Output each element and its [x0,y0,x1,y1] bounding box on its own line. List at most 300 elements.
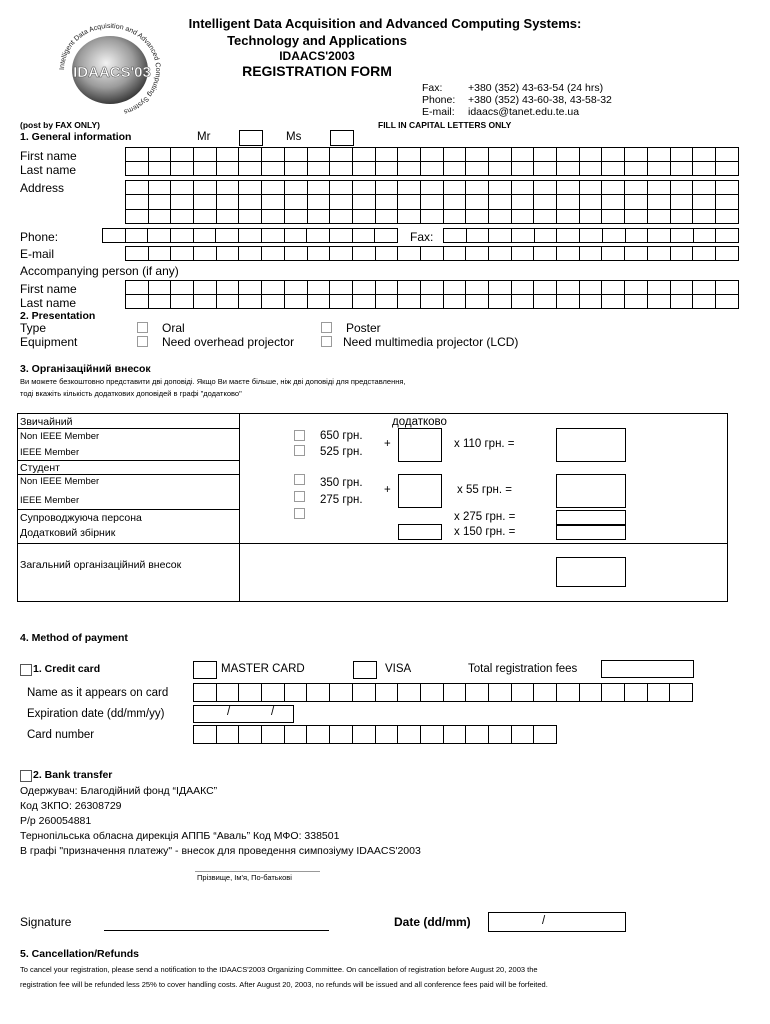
letter-cell[interactable] [239,726,262,744]
letter-cell[interactable] [512,295,535,309]
letter-cell[interactable] [466,726,489,744]
letter-cell[interactable] [126,181,149,195]
letter-cell[interactable] [285,281,308,295]
letter-cell[interactable] [421,148,444,162]
letter-cell[interactable] [308,148,331,162]
date-box[interactable] [488,912,626,932]
letter-cell[interactable] [194,210,217,224]
letter-cell[interactable] [421,295,444,309]
letter-cell[interactable] [126,148,149,162]
letter-cell[interactable] [716,181,739,195]
letter-cell[interactable] [693,281,716,295]
letter-cell[interactable] [626,229,649,243]
letter-cell[interactable] [466,181,489,195]
letter-cell[interactable] [217,295,240,309]
letter-cell[interactable] [262,148,285,162]
letter-cell[interactable] [602,195,625,209]
letter-cell[interactable] [285,726,308,744]
letter-cell[interactable] [625,195,648,209]
letter-cell[interactable] [353,726,376,744]
letter-cell[interactable] [694,229,717,243]
letter-cell[interactable] [648,229,671,243]
letter-cell[interactable] [262,162,285,176]
letter-cell[interactable] [602,295,625,309]
letter-cell[interactable] [262,247,285,261]
letter-cell[interactable] [716,247,739,261]
letter-cell[interactable] [625,684,648,702]
letter-cell[interactable] [262,210,285,224]
letter-cell[interactable] [534,295,557,309]
extra-proceedings-qty-box[interactable] [398,524,442,540]
letter-cell[interactable] [512,229,535,243]
letter-cell[interactable] [217,181,240,195]
letter-cell[interactable] [330,210,353,224]
letter-cell[interactable] [262,195,285,209]
letter-cell[interactable] [126,162,149,176]
letter-cell[interactable] [444,247,467,261]
letter-cell[interactable] [421,281,444,295]
letter-cell[interactable] [602,148,625,162]
fee-525-checkbox[interactable] [294,445,305,456]
letter-cell[interactable] [239,210,262,224]
letter-cell[interactable] [534,726,557,744]
letter-cell[interactable] [330,195,353,209]
letter-cell[interactable] [534,195,557,209]
letter-cell[interactable] [444,195,467,209]
letter-cell[interactable] [534,247,557,261]
letter-cell[interactable] [194,281,217,295]
letter-cell[interactable] [376,181,399,195]
letter-cell[interactable] [716,195,739,209]
letter-cell[interactable] [421,247,444,261]
letter-cell[interactable] [625,295,648,309]
letter-cell[interactable] [376,247,399,261]
letter-cell[interactable] [285,210,308,224]
letter-cell[interactable] [421,181,444,195]
letter-cell[interactable] [421,684,444,702]
letter-cell[interactable] [557,195,580,209]
letter-cell[interactable] [398,684,421,702]
letter-cell[interactable] [217,684,240,702]
letter-cell[interactable] [398,195,421,209]
letter-cell[interactable] [149,148,172,162]
letter-cell[interactable] [671,247,694,261]
card-number-grid[interactable] [193,725,557,744]
letter-cell[interactable] [171,181,194,195]
letter-cell[interactable] [239,247,262,261]
letter-cell[interactable] [171,195,194,209]
letter-cell[interactable] [353,684,376,702]
letter-cell[interactable] [602,162,625,176]
fee-275-checkbox[interactable] [294,491,305,502]
letter-cell[interactable] [489,210,512,224]
letter-cell[interactable] [126,281,149,295]
letter-cell[interactable] [330,247,353,261]
letter-cell[interactable] [557,148,580,162]
name-grid[interactable] [125,147,739,176]
total-fees-box[interactable] [601,660,694,678]
letter-cell[interactable] [194,229,217,243]
letter-cell[interactable] [217,210,240,224]
letter-cell[interactable] [648,181,671,195]
letter-cell[interactable] [489,281,512,295]
letter-cell[interactable] [285,148,308,162]
letter-cell[interactable] [489,195,512,209]
letter-cell[interactable] [489,148,512,162]
letter-cell[interactable] [126,247,149,261]
oral-checkbox[interactable] [137,322,148,333]
letter-cell[interactable] [307,684,330,702]
letter-cell[interactable] [557,295,580,309]
letter-cell[interactable] [216,229,239,243]
letter-cell[interactable] [489,181,512,195]
letter-cell[interactable] [353,162,376,176]
credit-card-checkbox[interactable] [20,664,32,676]
letter-cell[interactable] [466,247,489,261]
letter-cell[interactable] [489,162,512,176]
letter-cell[interactable] [217,195,240,209]
letter-cell[interactable] [716,295,739,309]
letter-cell[interactable] [126,229,149,243]
letter-cell[interactable] [239,684,262,702]
letter-cell[interactable] [194,162,217,176]
letter-cell[interactable] [534,181,557,195]
letter-cell[interactable] [103,229,126,243]
letter-cell[interactable] [580,295,603,309]
letter-cell[interactable] [308,295,331,309]
letter-cell[interactable] [580,195,603,209]
letter-cell[interactable] [444,181,467,195]
letter-cell[interactable] [353,281,376,295]
letter-cell[interactable] [308,210,331,224]
letter-cell[interactable] [466,148,489,162]
letter-cell[interactable] [398,210,421,224]
multimedia-checkbox[interactable] [321,336,332,347]
letter-cell[interactable] [648,281,671,295]
letter-cell[interactable] [217,726,240,744]
letter-cell[interactable] [217,162,240,176]
letter-cell[interactable] [648,195,671,209]
phone-grid[interactable] [102,228,398,243]
letter-cell[interactable] [512,281,535,295]
letter-cell[interactable] [716,148,739,162]
letter-cell[interactable] [716,210,739,224]
letter-cell[interactable] [353,210,376,224]
letter-cell[interactable] [535,229,558,243]
letter-cell[interactable] [262,281,285,295]
letter-cell[interactable] [285,295,308,309]
letter-cell[interactable] [580,247,603,261]
letter-cell[interactable] [171,229,194,243]
letter-cell[interactable] [171,247,194,261]
letter-cell[interactable] [580,229,603,243]
acc-name-grid[interactable] [125,280,739,309]
letter-cell[interactable] [602,281,625,295]
letter-cell[interactable] [421,726,444,744]
letter-cell[interactable] [330,181,353,195]
letter-cell[interactable] [648,162,671,176]
letter-cell[interactable] [308,247,331,261]
letter-cell[interactable] [466,195,489,209]
letter-cell[interactable] [194,247,217,261]
letter-cell[interactable] [398,162,421,176]
letter-cell[interactable] [194,295,217,309]
letter-cell[interactable] [353,181,376,195]
total-fee-box[interactable] [556,557,626,587]
letter-cell[interactable] [239,181,262,195]
letter-cell[interactable] [376,162,399,176]
letter-cell[interactable] [580,181,603,195]
letter-cell[interactable] [194,148,217,162]
additional-papers-student-box[interactable] [398,474,442,508]
letter-cell[interactable] [648,148,671,162]
letter-cell[interactable] [512,162,535,176]
overhead-checkbox[interactable] [137,336,148,347]
letter-cell[interactable] [149,195,172,209]
letter-cell[interactable] [353,148,376,162]
letter-cell[interactable] [693,195,716,209]
fee-350-checkbox[interactable] [294,474,305,485]
letter-cell[interactable] [239,281,262,295]
letter-cell[interactable] [353,295,376,309]
letter-cell[interactable] [149,247,172,261]
letter-cell[interactable] [217,148,240,162]
letter-cell[interactable] [625,281,648,295]
email-grid[interactable] [125,246,739,261]
letter-cell[interactable] [262,295,285,309]
letter-cell[interactable] [603,229,626,243]
letter-cell[interactable] [580,210,603,224]
letter-cell[interactable] [353,247,376,261]
letter-cell[interactable] [671,162,694,176]
letter-cell[interactable] [625,148,648,162]
letter-cell[interactable] [398,181,421,195]
address-grid[interactable] [125,180,739,224]
letter-cell[interactable] [285,195,308,209]
letter-cell[interactable] [376,295,399,309]
letter-cell[interactable] [307,229,330,243]
letter-cell[interactable] [398,281,421,295]
letter-cell[interactable] [330,281,353,295]
letter-cell[interactable] [262,726,285,744]
letter-cell[interactable] [489,726,512,744]
letter-cell[interactable] [466,281,489,295]
letter-cell[interactable] [398,148,421,162]
letter-cell[interactable] [693,162,716,176]
letter-cell[interactable] [217,281,240,295]
letter-cell[interactable] [671,210,694,224]
letter-cell[interactable] [308,181,331,195]
letter-cell[interactable] [262,684,285,702]
mr-checkbox[interactable] [239,130,263,146]
letter-cell[interactable] [444,210,467,224]
visa-checkbox[interactable] [353,661,377,679]
letter-cell[interactable] [376,148,399,162]
letter-cell[interactable] [489,295,512,309]
letter-cell[interactable] [534,210,557,224]
letter-cell[interactable] [376,210,399,224]
letter-cell[interactable] [625,181,648,195]
letter-cell[interactable] [466,295,489,309]
letter-cell[interactable] [217,247,240,261]
letter-cell[interactable] [239,148,262,162]
letter-cell[interactable] [602,210,625,224]
letter-cell[interactable] [239,295,262,309]
letter-cell[interactable] [330,162,353,176]
letter-cell[interactable] [580,281,603,295]
letter-cell[interactable] [171,162,194,176]
letter-cell[interactable] [512,726,535,744]
letter-cell[interactable] [285,684,308,702]
letter-cell[interactable] [534,148,557,162]
mastercard-checkbox[interactable] [193,661,217,679]
letter-cell[interactable] [557,684,580,702]
letter-cell[interactable] [625,162,648,176]
letter-cell[interactable] [126,295,149,309]
letter-cell[interactable] [149,181,172,195]
letter-cell[interactable] [194,684,217,702]
letter-cell[interactable] [466,684,489,702]
letter-cell[interactable] [376,726,399,744]
letter-cell[interactable] [693,181,716,195]
ms-checkbox[interactable] [330,130,354,146]
letter-cell[interactable] [534,684,557,702]
letter-cell[interactable] [512,210,535,224]
letter-cell[interactable] [285,162,308,176]
letter-cell[interactable] [716,281,739,295]
letter-cell[interactable] [580,162,603,176]
expiration-input[interactable] [193,705,294,723]
additional-papers-regular-box[interactable] [398,428,442,462]
poster-checkbox[interactable] [321,322,332,333]
letter-cell[interactable] [512,148,535,162]
letter-cell[interactable] [149,162,172,176]
letter-cell[interactable] [670,684,693,702]
letter-cell[interactable] [444,281,467,295]
letter-cell[interactable] [194,195,217,209]
letter-cell[interactable] [534,162,557,176]
letter-cell[interactable] [580,684,603,702]
letter-cell[interactable] [602,684,625,702]
letter-cell[interactable] [534,281,557,295]
letter-cell[interactable] [330,148,353,162]
letter-cell[interactable] [421,162,444,176]
letter-cell[interactable] [671,181,694,195]
letter-cell[interactable] [149,295,172,309]
letter-cell[interactable] [580,148,603,162]
letter-cell[interactable] [557,181,580,195]
letter-cell[interactable] [602,247,625,261]
letter-cell[interactable] [376,684,399,702]
letter-cell[interactable] [671,281,694,295]
letter-cell[interactable] [149,281,172,295]
letter-cell[interactable] [693,295,716,309]
letter-cell[interactable] [285,247,308,261]
letter-cell[interactable] [126,195,149,209]
letter-cell[interactable] [444,684,467,702]
letter-cell[interactable] [512,195,535,209]
letter-cell[interactable] [444,229,467,243]
signature-line[interactable] [104,930,329,931]
letter-cell[interactable] [239,162,262,176]
fax-grid[interactable] [443,228,739,243]
letter-cell[interactable] [557,162,580,176]
letter-cell[interactable] [285,229,308,243]
letter-cell[interactable] [625,247,648,261]
letter-cell[interactable] [444,162,467,176]
letter-cell[interactable] [444,148,467,162]
letter-cell[interactable] [557,281,580,295]
letter-cell[interactable] [602,181,625,195]
letter-cell[interactable] [148,229,171,243]
letter-cell[interactable] [353,229,376,243]
letter-cell[interactable] [307,726,330,744]
letter-cell[interactable] [716,162,739,176]
letter-cell[interactable] [285,181,308,195]
letter-cell[interactable] [648,210,671,224]
name-on-card-grid[interactable] [193,683,693,702]
letter-cell[interactable] [239,195,262,209]
letter-cell[interactable] [330,726,353,744]
letter-cell[interactable] [467,229,490,243]
letter-cell[interactable] [376,281,399,295]
accompanying-fee-checkbox[interactable] [294,508,305,519]
letter-cell[interactable] [648,247,671,261]
letter-cell[interactable] [308,195,331,209]
letter-cell[interactable] [444,726,467,744]
letter-cell[interactable] [693,247,716,261]
letter-cell[interactable] [194,181,217,195]
letter-cell[interactable] [648,684,671,702]
letter-cell[interactable] [171,148,194,162]
extra-proceedings-amount-box[interactable] [556,525,626,540]
letter-cell[interactable] [421,195,444,209]
letter-cell[interactable] [308,281,331,295]
letter-cell[interactable] [671,295,694,309]
letter-cell[interactable] [239,229,262,243]
letter-cell[interactable] [557,229,580,243]
letter-cell[interactable] [512,684,535,702]
letter-cell[interactable] [489,684,512,702]
letter-cell[interactable] [671,148,694,162]
letter-cell[interactable] [375,229,398,243]
letter-cell[interactable] [353,195,376,209]
letter-cell[interactable] [512,181,535,195]
letter-cell[interactable] [171,295,194,309]
letter-cell[interactable] [716,229,739,243]
letter-cell[interactable] [512,247,535,261]
fee-650-checkbox[interactable] [294,430,305,441]
bank-transfer-checkbox[interactable] [20,770,32,782]
letter-cell[interactable] [398,295,421,309]
letter-cell[interactable] [330,229,353,243]
letter-cell[interactable] [466,210,489,224]
letter-cell[interactable] [376,195,399,209]
letter-cell[interactable] [625,210,648,224]
accompanying-amount-box[interactable] [556,510,626,525]
student-amount-box[interactable] [556,474,626,508]
letter-cell[interactable] [557,247,580,261]
letter-cell[interactable] [398,247,421,261]
letter-cell[interactable] [171,210,194,224]
regular-amount-box[interactable] [556,428,626,462]
letter-cell[interactable] [262,229,285,243]
letter-cell[interactable] [171,281,194,295]
letter-cell[interactable] [671,195,694,209]
letter-cell[interactable] [330,684,353,702]
letter-cell[interactable] [489,229,512,243]
letter-cell[interactable] [693,148,716,162]
